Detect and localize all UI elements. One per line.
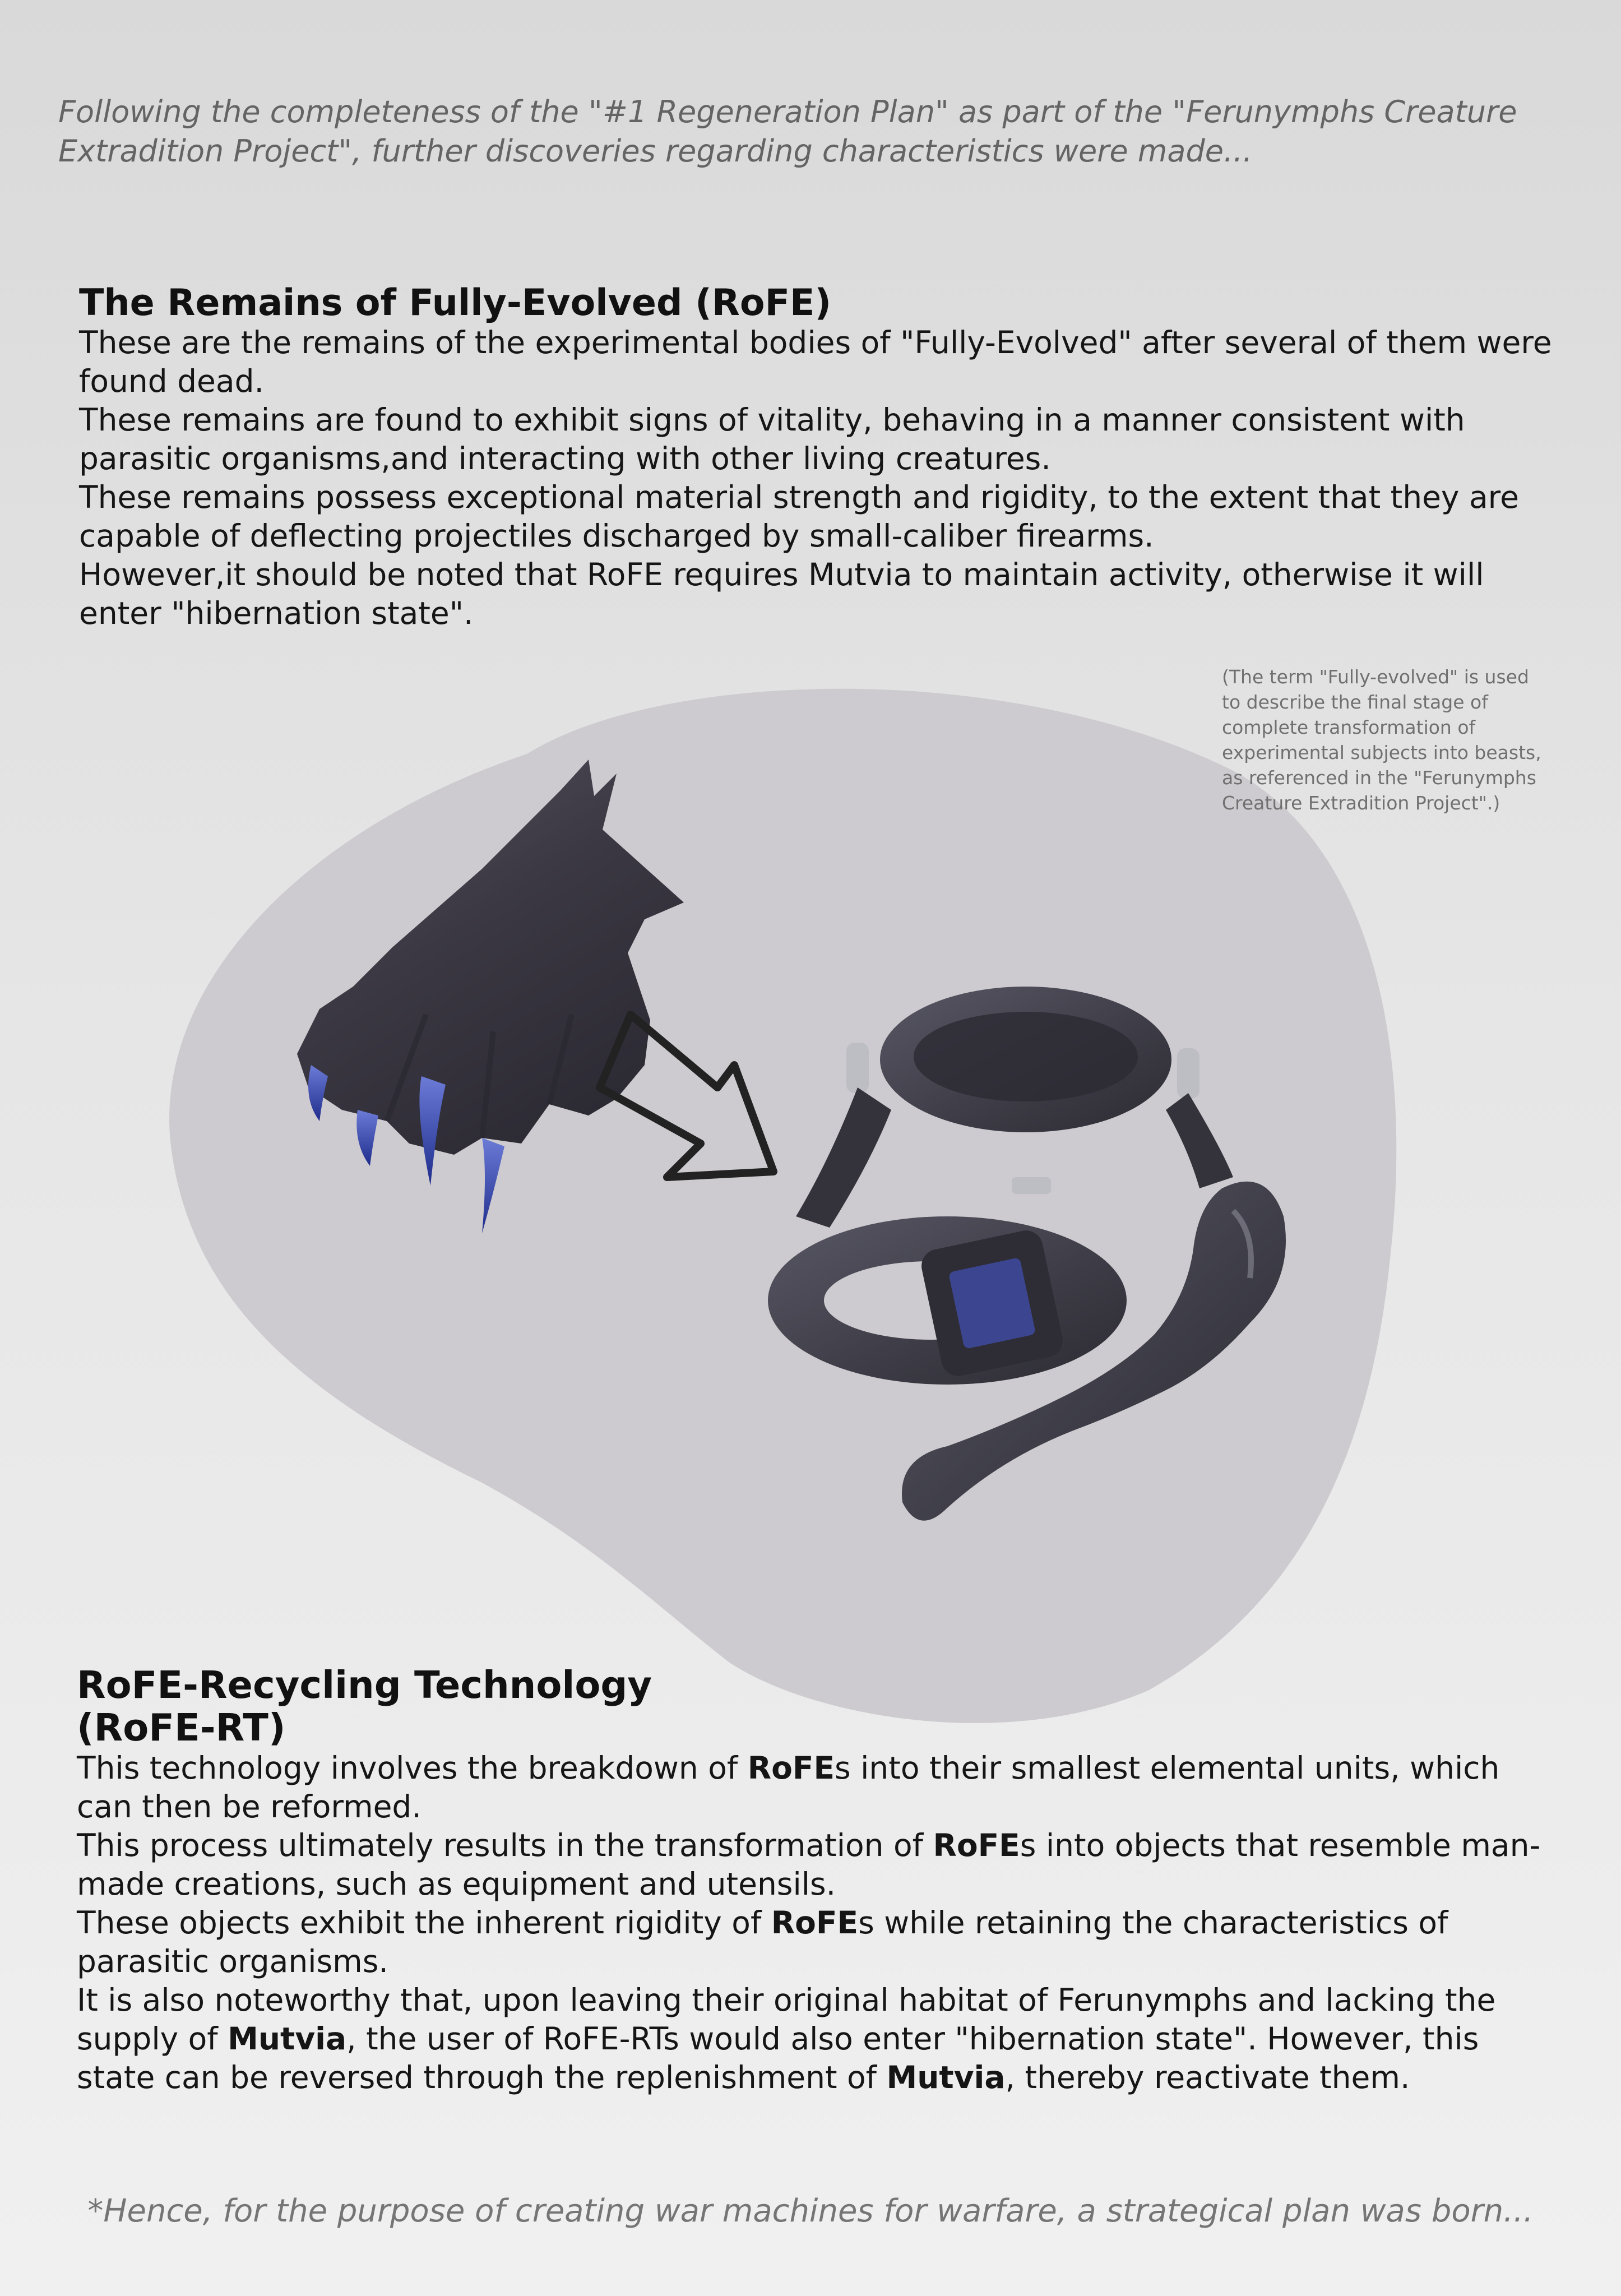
rofe-rt-paragraph-4: [77, 1981, 1557, 2097]
footer-text: *Hence, for the purpose of creating war machines for warfare, a strategical plan was born...: [87, 2193, 1534, 2229]
goggles-strap-right: [1166, 1093, 1233, 1188]
text-run: This technology involves the breakdown of: [77, 1750, 748, 1786]
bold-term: Mutvia: [228, 2021, 347, 2057]
text-run: s while retaining the characteristics of parasitic organisms.: [77, 1905, 1448, 1979]
text-run: It is also noteworthy that, upon leaving their original habitat of Ferunymphs and lacking the supply of: [77, 1982, 1496, 2057]
text-run: s into objects that resemble man-made creations, such as equipment and utensils.: [77, 1827, 1541, 1902]
text-run: This process ultimately results in the transformation of: [77, 1827, 933, 1863]
rofe-heading: The Remains of Fully-Evolved (RoFE): [79, 282, 832, 324]
goggles-strap-clip-2: [1177, 1048, 1199, 1099]
text-run: s into their smallest elemental units, which can then be reformed.: [77, 1750, 1500, 1825]
goggles-lens: [914, 1012, 1138, 1101]
rofe-paragraph-4: However,it should be noted that RoFE requires Mutvia to maintain activity, otherwise it will enter "hibernation state".: [79, 557, 1484, 631]
bold-term: RoFE: [747, 1750, 835, 1786]
rofe-device-illustration: [762, 964, 1306, 1553]
text-run: , the user of RoFE-RTs would also enter "hibernation state". However, this state can be reversed through the replenishment of: [77, 2021, 1479, 2095]
bold-term: RoFE: [933, 1827, 1020, 1863]
wrist-button: [1012, 1177, 1051, 1194]
rofe-paragraph-2: These remains are found to exhibit signs of vitality, behaving in a manner consistent with parasitic organisms,and interacting with other living creatures.: [79, 402, 1465, 476]
rofe-paragraph-3: These remains possess exceptional material strength and rigidity, to the extent that they are capable of deflecting projectiles discharged by small-caliber firearms.: [79, 479, 1519, 554]
text-run: These objects exhibit the inherent rigidity of: [77, 1905, 771, 1941]
rofe-section: [79, 283, 1559, 633]
goggles-strap: [796, 1087, 891, 1228]
intro-text: Following the completeness of the "#1 Regeneration Plan" as part of the "Ferunymphs Creature Extradition Project", further discoveries regarding characteristics were made...: [58, 94, 1517, 169]
rofe-rt-section: [77, 1664, 1557, 2097]
transformation-arrow-icon: [589, 1003, 790, 1188]
claw-4: [482, 1138, 504, 1233]
rofe-rt-paragraph-1: [77, 1749, 1557, 1826]
claw-2: [356, 1110, 378, 1166]
rofe-rt-heading-line-2: (RoFE-RT): [77, 1706, 286, 1749]
bold-term: RoFE: [771, 1905, 859, 1941]
fully-evolved-note: (The term "Fully-evolved" is used to describe the final stage of complete transformation of experimental subjects into beasts, as referenced in the "Ferunymphs Creature Extradition Project".): [1222, 666, 1541, 814]
rofe-rt-paragraph-2: [77, 1826, 1557, 1904]
rofe-rt-paragraph-3: [77, 1904, 1557, 1981]
text-run: , thereby reactivate them.: [1005, 2059, 1410, 2095]
rofe-paragraph-1: These are the remains of the experimental bodies of "Fully-Evolved" after several of them were found dead.: [79, 325, 1552, 399]
goggles-strap-clip: [846, 1043, 869, 1093]
rofe-rt-heading-line-1: RoFE-Recycling Technology: [77, 1663, 652, 1707]
bold-term: Mutvia: [886, 2059, 1006, 2095]
